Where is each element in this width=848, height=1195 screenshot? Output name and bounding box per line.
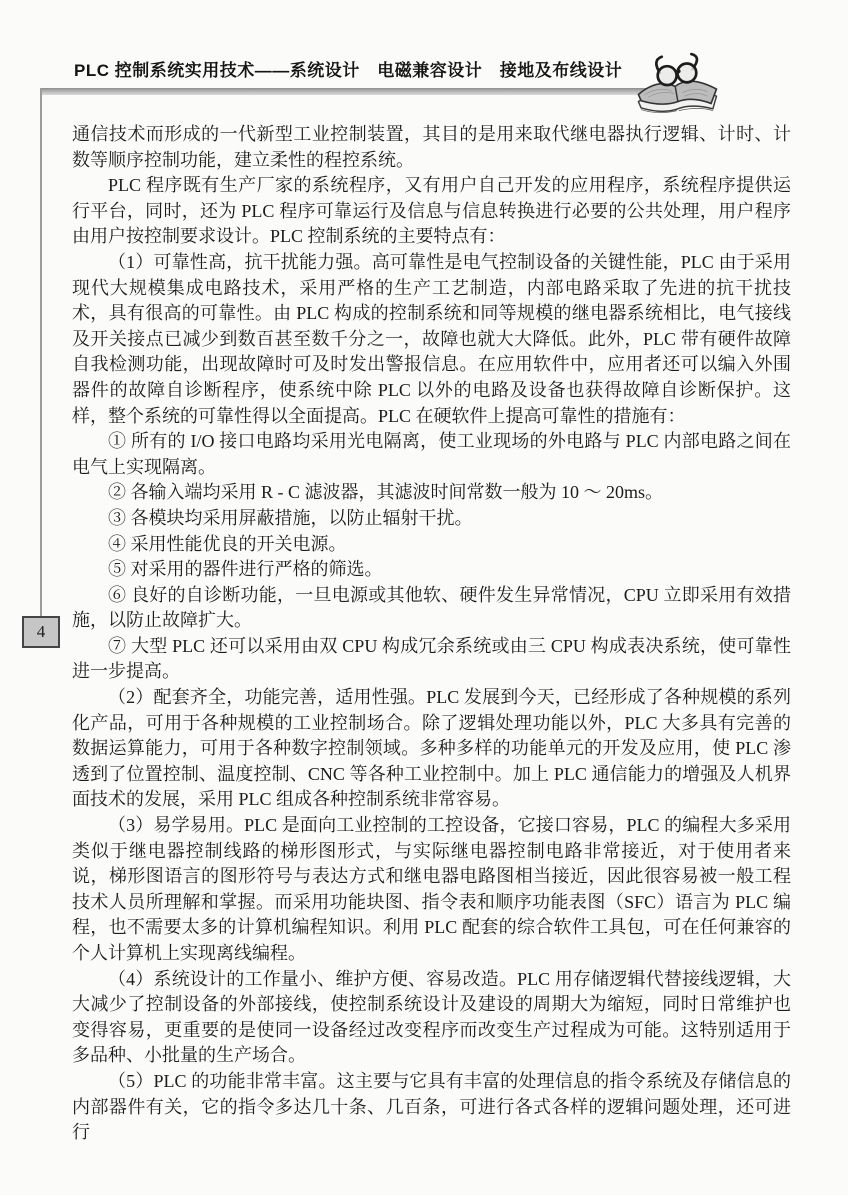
paragraph: （1）可靠性高，抗干扰能力强。高可靠性是电气控制设备的关键性能，PLC 由于采用现代大规模集成电路技术，采用严格的生产工艺制造，内部电路采取了先进的抗干扰技术，具有很高的可靠性。由 PLC 构成的控制系统和同等规模的继电器系统相比，电气接线及开关接点已减少到数百甚至数千分之一，故障也就大大降低。此外，PLC 带有硬件故障自我检测功能，出现故障时可及时发出警报信息。在应用软件中，应用者还可以编入外围器件的故障自诊断程序，使系统中除 PLC 以外的电路及设备也获得故障自诊断保护。这样，整个系统的可靠性得以全面提高。PLC 在硬软件上提高可靠性的措施有： <box>72 251 791 426</box>
paragraph: ③ 各模块均采用屏蔽措施，以防止辐射干扰。 <box>108 507 473 528</box>
page-number-badge <box>22 616 60 648</box>
margin-rule <box>40 88 42 616</box>
paragraph: （4）系统设计的工作量小、维护方便、容易改造。PLC 用存储逻辑代替接线逻辑，大大减少了控制设备的外部接线，使控制系统设计及建设的周期大为缩短，同时日常维护也变得容易，更重要的是使同一设备经过改变程序而改变生产过程成为可能。这特别适用于多品种、小批量的生产场合。 <box>72 968 791 1066</box>
page-number: 4 <box>36 622 46 641</box>
paragraph: PLC 程序既有生产厂家的系统程序，又有用户自己开发的应用程序，系统程序提供运行平台，同时，还为 PLC 程序可靠运行及信息与信息转换进行必要的公共处理，用户程序由用户按控制要求设计。PLC 控制系统的主要特点有： <box>72 175 791 247</box>
paragraph: ① 所有的 I/O 接口电路均采用光电隔离，使工业现场的外电路与 PLC 内部电路之间在电气上实现隔离。 <box>72 431 791 477</box>
paragraph: （5）PLC 的功能非常丰富。这主要与它具有丰富的处理信息的指令系统及存储信息的内部器件有关，它的指令多达几十条、几百条，可进行各式各样的逻辑问题处理，还可进行 <box>72 1070 791 1143</box>
book-glasses-icon <box>632 46 722 116</box>
paragraph: ⑤ 对采用的器件进行严格的筛选。 <box>108 559 383 580</box>
header-rule <box>40 88 652 95</box>
paragraph: ② 各输入端均采用 R - C 滤波器，其滤波时间常数一般为 10 ～ 20ms。 <box>108 482 664 503</box>
paragraph: ④ 采用性能优良的开关电源。 <box>108 533 347 554</box>
running-head-title: PLC 控制系统实用技术——系统设计 电磁兼容设计 接地及布线设计 <box>74 61 623 80</box>
paragraph: ⑥ 良好的自诊断功能，一旦电源或其他软、硬件发生异常情况，CPU 立即采用有效措施，以防止故障扩大。 <box>72 584 791 631</box>
paragraph: 通信技术而形成的一代新型工业控制装置，其目的是用来取代继电器执行逻辑、计时、计数等顺序控制功能，建立柔性的程控系统。 <box>72 124 791 170</box>
paragraph: （2）配套齐全，功能完善，适用性强。PLC 发展到今天，已经形成了各种规模的系列化产品，可用于各种规模的工业控制场合。除了逻辑处理功能以外，PLC 大多具有完善的数据运算能力，可用于各种数字控制领域。多种多样的功能单元的开发及应用，使 PLC 渗透到了位置控制、温度控制、CNC 等各种工业控制中。加上 PLC 通信能力的增强及人机界面技术的发展，采用 PLC 组成各种控制系统非常容易。 <box>72 687 791 810</box>
paragraph: ⑦ 大型 PLC 还可以采用由双 CPU 构成冗余系统或由三 CPU 构成表决系统，使可靠性进一步提高。 <box>72 635 791 682</box>
body-text <box>72 122 791 1146</box>
paragraph: （3）易学易用。PLC 是面向工业控制的工控设备，它接口容易，PLC 的编程大多采用类似于继电器控制线路的梯形图形式，与实际继电器控制电路非常接近，对于使用者来说，梯形图语言的图形符号与表达方式和继电器电路图相当接近，因此很容易被一般工程技术人员所理解和掌握。而采用功能块图、指令表和顺序功能表图（SFC）语言为 PLC 编程，也不需要太多的计算机编程知识。利用 PLC 配套的综合软件工具包，可在任何兼容的个人计算机上实现离线编程。 <box>72 815 791 963</box>
